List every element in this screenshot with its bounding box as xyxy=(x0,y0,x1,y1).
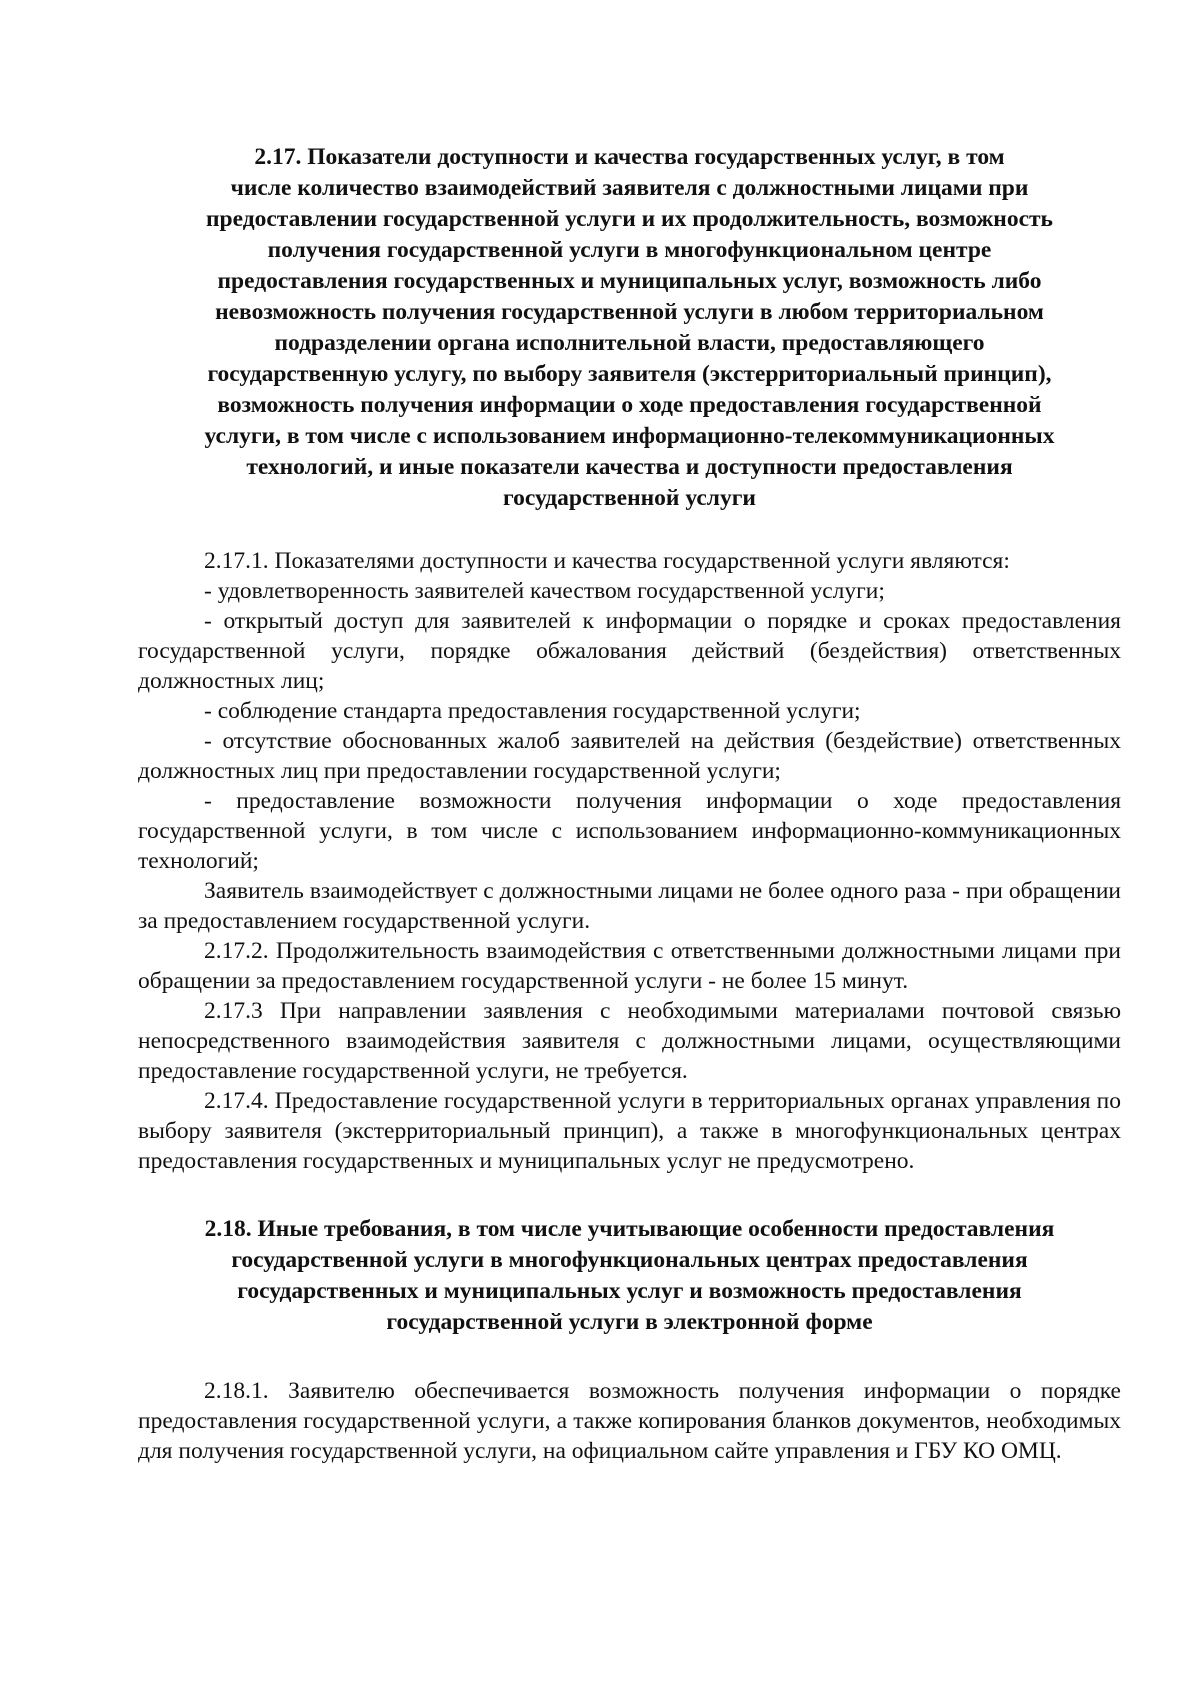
paragraph-2-17-2: 2.17.2. Продолжительность взаимодействия с ответственными должностными лицами при обращении за предоставлением государственной услуги - не более 15 минут. xyxy=(138,938,1121,994)
heading-line: государственных и муниципальных услуг и возможность предоставления xyxy=(237,1278,1022,1304)
spacer xyxy=(138,514,1121,546)
heading-line: невозможность получения государственной услуги в любом территориальном xyxy=(215,299,1044,325)
spacer xyxy=(138,1176,1121,1214)
heading-line: подразделении органа исполнительной власти, предоставляющего xyxy=(274,330,985,356)
heading-line: получения государственной услуги в многофункциональном центре xyxy=(267,237,992,263)
paragraph-2-18-1: 2.18.1. Заявителю обеспечивается возможность получения информации о порядке предоставления государственной услуги, а также копирования бланков документов, необходимых для получения государственной услуги, на официальном сайте управления и ГБУ КО ОМЦ. xyxy=(138,1378,1121,1464)
list-item-no-complaints: - отсутствие обоснованных жалоб заявителей на действия (бездействие) ответственных должностных лиц при предоставлении государственной услуги; xyxy=(138,728,1121,784)
paragraph-interaction-count: Заявитель взаимодействует с должностными лицами не более одного раза - при обращении за предоставлением государственной услуги. xyxy=(138,878,1121,934)
paragraph-2-17-1: 2.17.1. Показателями доступности и качества государственной услуги являются: xyxy=(204,548,1010,574)
spacer xyxy=(138,1338,1121,1376)
heading-line: предоставлении государственной услуги и их продолжительность, возможность xyxy=(206,206,1053,232)
heading-line: услуги, в том числе с использованием информационно-телекоммуникационных xyxy=(204,423,1055,449)
list-item-standard-compliance: - соблюдение стандарта предоставления государственной услуги; xyxy=(204,698,861,724)
heading-line: государственной услуги xyxy=(503,485,756,511)
heading-line: числе количество взаимодействий заявителя с должностными лицами при xyxy=(230,175,1029,201)
section-2-17-heading xyxy=(138,142,1121,514)
paragraph-2-17-4: 2.17.4. Предоставление государственной услуги в территориальных органах управления по выбору заявителя (экстерриториальный принцип), а также в многофункциональных центрах предоставления государственных и муниципальных услуг не предусмотрено. xyxy=(138,1088,1121,1174)
paragraph-2-17-3: 2.17.3 При направлении заявления с необходимыми материалами почтовой связью непосредственного взаимодействия заявителя с должностными лицами, осуществляющими предоставление государственной услуги, не требуется. xyxy=(138,998,1121,1084)
list-item-satisfaction: - удовлетворенность заявителей качеством государственной услуги; xyxy=(204,578,885,604)
heading-line: 2.18. Иные требования, в том числе учитывающие особенности предоставления xyxy=(204,1216,1055,1242)
section-2-18-heading xyxy=(138,1214,1121,1338)
heading-line: государственной услуги в электронной форме xyxy=(386,1309,873,1335)
heading-line: технологий, и иные показатели качества и доступности предоставления xyxy=(246,454,1013,480)
heading-line: предоставления государственных и муниципальных услуг, возможность либо xyxy=(217,268,1042,294)
heading-line: государственную услугу, по выбору заявителя (экстерриториальный принцип), xyxy=(207,361,1052,387)
heading-line: возможность получения информации о ходе предоставления государственной xyxy=(217,392,1042,418)
heading-line: 2.17. Показатели доступности и качества государственных услуг, в том xyxy=(254,144,1005,170)
list-item-progress-info: - предоставление возможности получения информации о ходе предоставления государственной услуги, в том числе с использованием информационно-коммуникационных технологий; xyxy=(138,788,1121,874)
list-item-open-access: - открытый доступ для заявителей к информации о порядке и сроках предоставления государственной услуги, порядке обжалования действий (бездействия) ответственных должностных лиц; xyxy=(138,608,1121,694)
document-page xyxy=(138,142,1121,1466)
heading-line: государственной услуги в многофункциональных центрах предоставления xyxy=(231,1247,1028,1273)
